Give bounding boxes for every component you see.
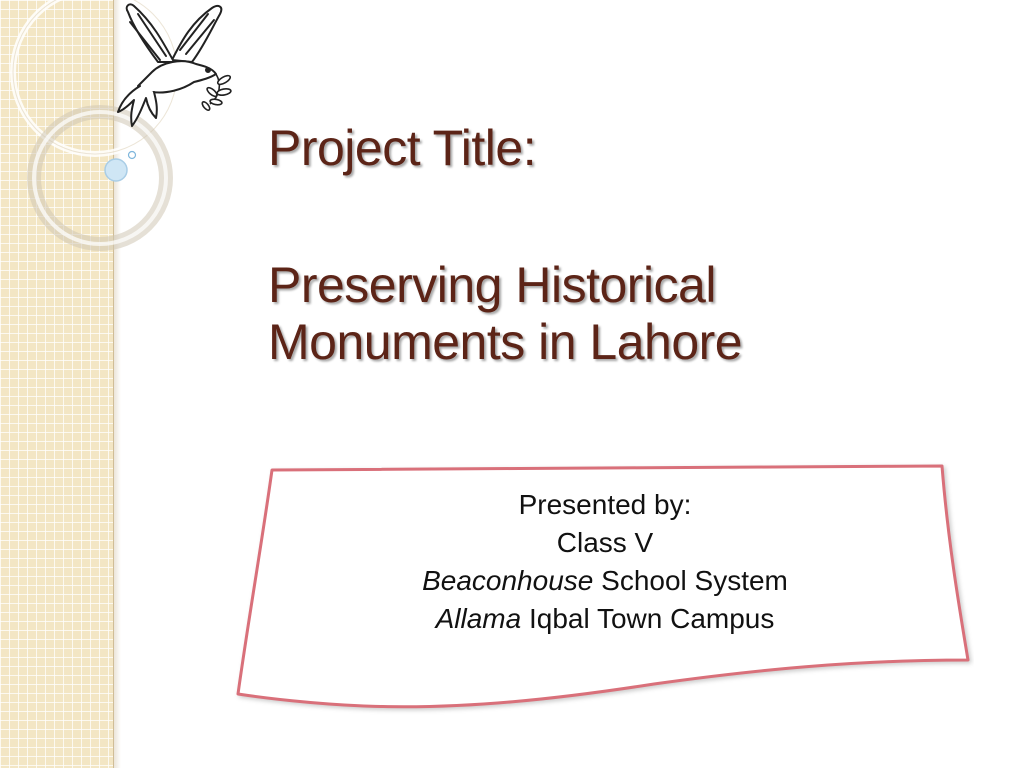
presented-by-label: Presented by: [518, 489, 692, 520]
class-name: Class V [556, 527, 654, 558]
title-gap [268, 177, 988, 257]
title-line-2: Preserving Historical [268, 257, 716, 313]
title-line-1: Project Title: [268, 120, 537, 176]
dove-with-olive-branch-icon [112, 0, 238, 130]
campus-name [270, 600, 940, 638]
bubble-large [105, 159, 127, 181]
campus-name-italic: Allama [435, 603, 522, 634]
bubble-small [129, 152, 136, 159]
campus-name-rest: Iqbal Town Campus [521, 603, 775, 634]
school-name-italic: Beaconhouse [422, 565, 594, 596]
school-name-rest: School System [593, 565, 788, 596]
slide-title [268, 120, 988, 371]
title-line-3: Monuments in Lahore [268, 314, 743, 370]
presenter-info [270, 486, 940, 638]
school-name [270, 562, 940, 600]
